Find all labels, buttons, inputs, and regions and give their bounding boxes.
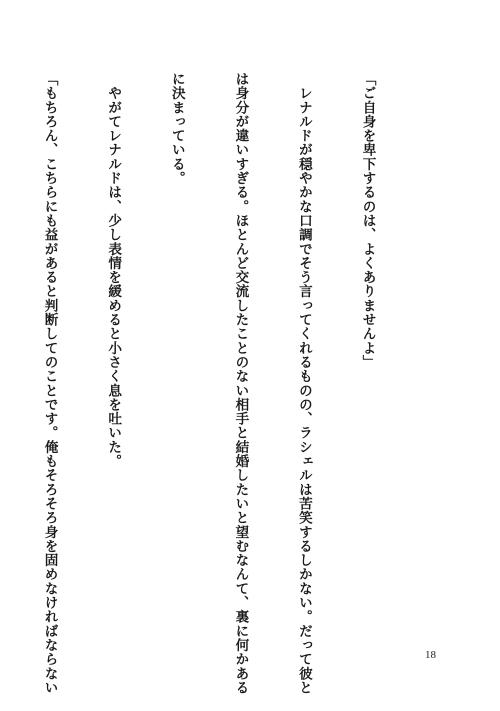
text-line: やがてレナルドは、少し表情を緩めると小さく息を吐いた。 <box>105 72 122 469</box>
text-line: レナルドが穏やかな口調でそう言ってくれるものの、ラシェルは苦笑するしかない。だって彼と <box>295 72 312 695</box>
page-number: 18 <box>425 649 436 661</box>
text-line: は身分が違いすぎる。ほとんど交流したことのない相手と結婚したいと望むなんて、裏に何かある <box>232 72 249 695</box>
text-line: に決まっている。 <box>168 72 185 186</box>
text-line: 「もちろん、こちらにも益があると判断してのことです。俺もそろそろ身を固めなければならない <box>41 72 58 695</box>
text-line: 「ご自身を卑下するのは、よくありませんよ」 <box>359 72 376 370</box>
vertical-text-body <box>0 72 420 695</box>
